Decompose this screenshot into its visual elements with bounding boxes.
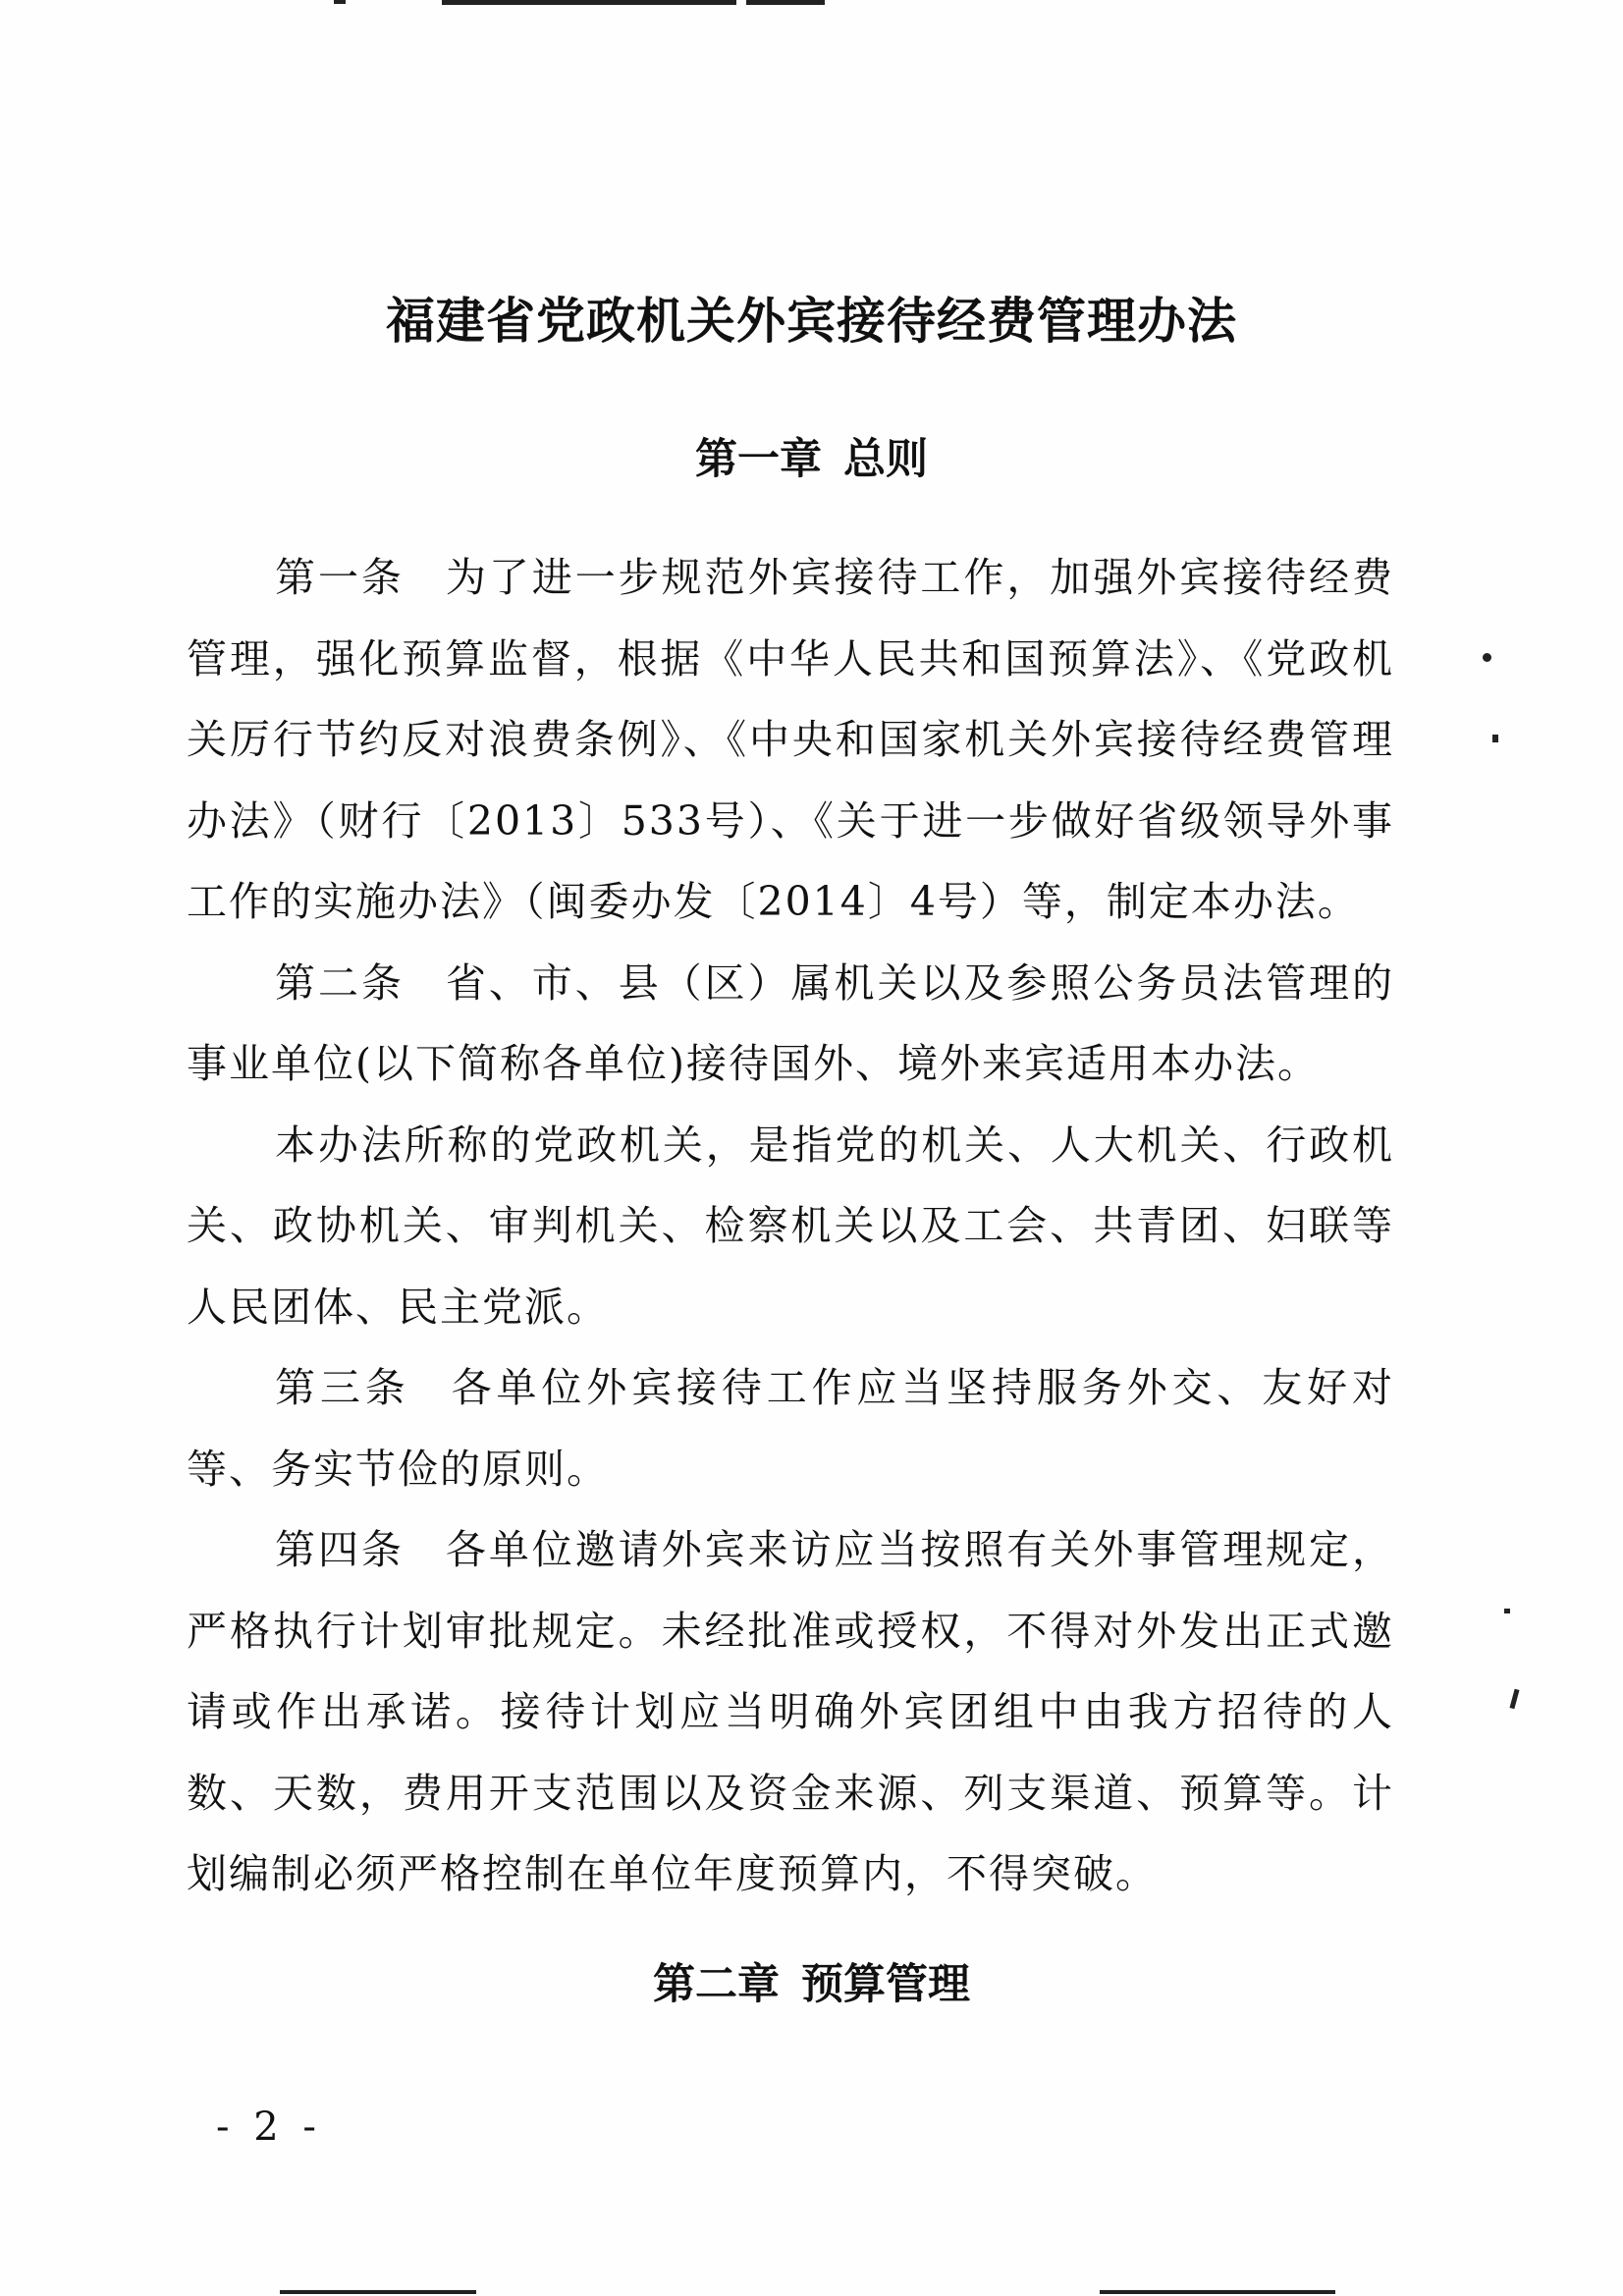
- article-text: 为了进一步规范外宾接待工作，加强外宾接待经费管理，强化预算监督，根据《中华人民共和国预算法》、《党政机关厉行节约反对浪费条例》、《中央和国家机关外宾接待经费管理办法》（财行〔2013〕533号）、《关于进一步做好省级领导外事工作的实施办法》（闽委办发〔2014〕4号）等，制定本办法。: [187, 554, 1394, 925]
- chapter-number: 第一章: [695, 435, 822, 484]
- chapter-number: 第二章: [653, 1960, 780, 2009]
- chapter-1-body: [187, 537, 1394, 1915]
- article-number: 第四条: [275, 1526, 405, 1573]
- article-paragraph: [187, 1105, 1394, 1348]
- scan-artifact-right-3: [1504, 1609, 1510, 1613]
- page-number: - 2 -: [216, 2105, 322, 2150]
- scan-artifact-top-3: [746, 0, 825, 5]
- article-paragraph: [187, 537, 1394, 943]
- chapter-name: 预算管理: [801, 1960, 970, 2009]
- article-number: 第一条: [275, 554, 405, 601]
- scan-artifact-bottom-1: [280, 2290, 476, 2294]
- article-text: 本办法所称的党政机关，是指党的机关、人大机关、行政机关、政协机关、审判机关、检察机关以及工会、共青团、妇联等人民团体、民主党派。: [187, 1121, 1394, 1331]
- scan-artifact-top-2: [442, 0, 736, 5]
- article-number: 第二条: [275, 958, 405, 1007]
- scan-artifact-right-2: [1492, 735, 1498, 742]
- article-number: 第三条: [275, 1364, 410, 1411]
- chapter-heading-2: [0, 1960, 1623, 2009]
- article-paragraph: [187, 943, 1394, 1105]
- scan-artifact-bottom-2: [1100, 2290, 1335, 2294]
- article-text: 各单位邀请外宾来访应当按照有关外事管理规定，严格执行计划审批规定。未经批准或授权，不得对外发出正式邀请或作出承诺。接待计划应当明确外宾团组中由我方招待的人数、天数，费用开支范围以及资金来源、列支渠道、预算等。计划编制必须严格控制在单位年度预算内，不得突破。: [187, 1526, 1394, 1897]
- article-text: 省、市、县（区）属机关以及参照公务员法管理的事业单位(以下简称各单位)接待国外、境外来宾适用本办法。: [187, 958, 1394, 1087]
- document-title: 福建省党政机关外宾接待经费管理办法: [386, 292, 1237, 350]
- chapter-heading-1: [0, 435, 1623, 484]
- article-text: 各单位外宾接待工作应当坚持服务外交、友好对等、务实节俭的原则。: [187, 1364, 1394, 1493]
- scan-artifact-top-1: [334, 0, 346, 4]
- scan-artifact-right-4: [1509, 1689, 1519, 1710]
- scan-artifact-right-1: [1483, 653, 1491, 662]
- article-paragraph: [187, 1509, 1394, 1915]
- article-paragraph: [187, 1347, 1394, 1509]
- chapter-name: 总则: [843, 435, 928, 484]
